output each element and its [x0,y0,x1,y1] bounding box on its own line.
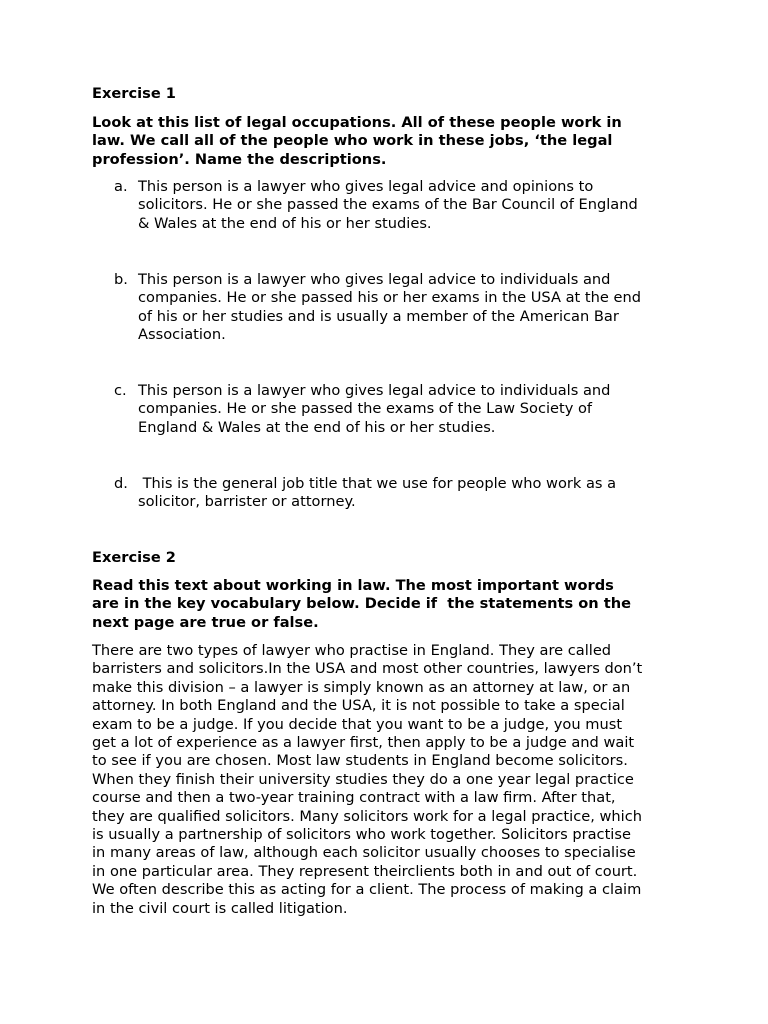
instruction-line: next page are true or false. [92,613,319,631]
list-item-text [138,271,682,345]
body-line: There are two types of lawyer who practise in England. They are called [92,642,612,659]
body-line: course and then a two-year training contract with a law firm. After that, [92,789,616,807]
body-line: is usually a partnership of solicitors who work together. Solicitors practise [92,826,631,844]
body-line: in many areas of law, although each solicitor usually chooses to specialise [92,844,636,862]
body-line: attorney. In both England and the USA, it is not possible to take a special [92,697,625,715]
text-line: This person is a lawyer who gives legal advice to individuals and [138,271,611,288]
body-line: When they finish their university studies they do a one year legal practice [92,770,634,788]
exercise2-instructions [92,577,682,632]
list-marker: b. [114,271,128,288]
list-item-b [92,271,682,345]
list-item-a [92,178,682,233]
text-line: This person is a lawyer who gives legal advice to individuals and [138,382,611,399]
text-line: of his or her studies and is usually a member of the American Bar [138,307,619,325]
text-line: companies. He or she passed the exams of the Law Society of [138,400,593,418]
instruction-line: are in the key vocabulary below. Decide if the statements on the [92,595,632,613]
exercise1-instructions [92,114,682,169]
text-line: & Wales at the end of his or her studies. [138,214,432,232]
body-line: exam to be a judge. If you decide that you want to be a judge, you must [92,715,623,733]
body-line: get a lot of experience as a lawyer first, then apply to be a judge and wait [92,734,635,752]
instruction-line: law. We call all of the people who work in these jobs, ‘the legal [92,132,613,150]
body-line: they are qualified solicitors. Many solicitors work for a legal practice, which [92,807,643,825]
text-line: solicitor, barrister or attorney. [138,493,356,511]
body-line: We often describe this as acting for a client. The process of making a claim [92,881,642,899]
list-item-d [92,475,682,512]
list-item-text [138,475,682,512]
body-line: barristers and solicitors.In the USA and most other countries, lawyers don’t [92,660,643,678]
exercise1-heading: Exercise 1 [92,85,176,102]
list-item-c [92,382,682,437]
instruction-line: profession’. Name the descriptions. [92,150,387,168]
text-line: This is the general job title that we use for people who work as a [138,475,617,492]
instruction-line: Look at this list of legal occupations. All of these people work in [92,114,622,131]
list-marker: c. [114,382,127,399]
text-line: solicitors. He or she passed the exams of the Bar Council of England [138,196,638,214]
text-line: This person is a lawyer who gives legal advice and opinions to [138,178,594,195]
list-item-text [138,382,682,437]
instruction-line: Read this text about working in law. The most important words [92,577,614,594]
list-item-text [138,178,682,233]
list-marker: d. [114,475,128,492]
body-line: to see if you are chosen. Most law students in England become solicitors. [92,752,628,770]
body-line: in the civil court is called litigation. [92,899,348,917]
body-line: make this division – a lawyer is simply known as an attorney at law, or an [92,678,631,696]
list-marker: a. [114,178,128,195]
text-line: Association. [138,326,226,344]
text-line: England & Wales at the end of his or her studies. [138,418,496,436]
text-line: companies. He or she passed his or her exams in the USA at the end [138,289,641,307]
exercise2-body-text [92,642,682,918]
body-line: in one particular area. They represent theirclients both in and out of court. [92,862,638,880]
exercise2-heading: Exercise 2 [92,549,176,566]
